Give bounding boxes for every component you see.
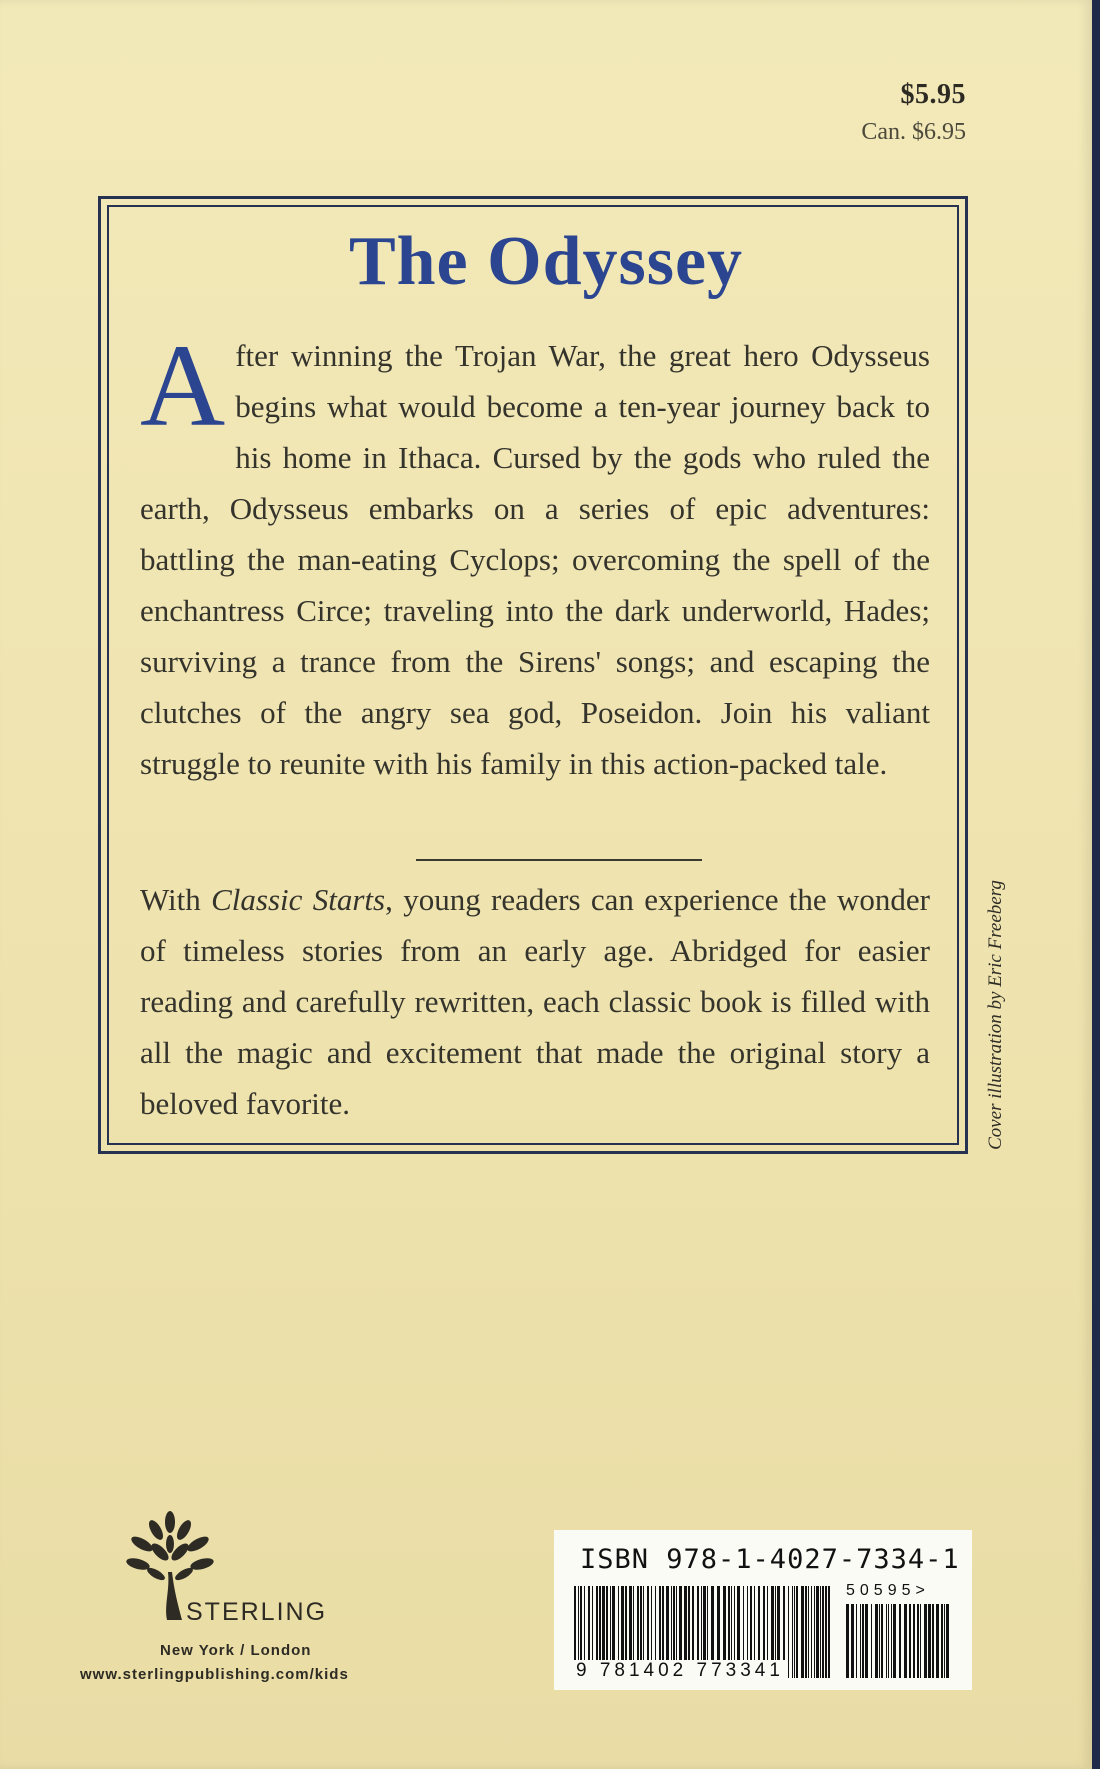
barcode-addon-digits: 50595>	[846, 1582, 930, 1599]
barcode-bar	[899, 1604, 901, 1678]
barcode-bar	[932, 1604, 934, 1678]
barcode-bar	[828, 1586, 830, 1678]
series-text: , young readers can experience the wonder of timeless stories from an early age. Abridged for easier reading and carefully rewritten, each classic book is filled with all the magic and excitement that made the original story a beloved favorite.	[140, 882, 930, 1121]
publisher-cities: New York / London	[160, 1642, 312, 1659]
barcode-bar	[881, 1604, 883, 1678]
barcode-digits: 9 781402 773341	[576, 1660, 784, 1681]
publisher-name: STERLING	[186, 1598, 328, 1626]
barcode-bar	[904, 1604, 907, 1678]
barcode-bar	[879, 1604, 880, 1678]
barcode-bar	[946, 1604, 949, 1678]
barcode-bar	[862, 1604, 864, 1678]
barcode-bar	[941, 1604, 943, 1678]
barcode-bar	[846, 1604, 849, 1678]
barcode-bar	[928, 1604, 931, 1678]
barcode-bar	[805, 1586, 807, 1678]
barcode-addon-icon	[844, 1604, 954, 1678]
book-title: The Odyssey	[348, 223, 744, 300]
barcode-bar	[788, 1586, 789, 1678]
barcode-bar	[851, 1604, 854, 1678]
barcode-bar	[794, 1586, 795, 1678]
barcode-bar	[856, 1604, 857, 1678]
barcode-bar	[909, 1604, 911, 1678]
barcode-bar	[860, 1604, 861, 1678]
price-us: $5.95	[900, 79, 966, 110]
series-name: Classic Starts	[211, 882, 386, 917]
barcode-bar	[865, 1604, 868, 1678]
barcode-label	[554, 1530, 972, 1690]
barcode-bar	[871, 1604, 872, 1678]
illustration-credit-text: Cover illustration by Eric Freeberg	[985, 880, 1006, 1150]
illustration-credit	[983, 872, 1009, 1162]
price-block	[861, 78, 966, 146]
divider-rule	[416, 859, 702, 861]
barcode-bar	[891, 1604, 892, 1678]
barcode-bar	[913, 1604, 915, 1678]
isbn-text: ISBN 978-1-4027-7334-1	[580, 1544, 960, 1575]
barcode-bar	[796, 1586, 798, 1678]
synopsis-paragraph	[140, 320, 930, 789]
barcode-bar	[924, 1604, 927, 1678]
barcode-bar	[792, 1586, 793, 1678]
barcode-bar	[888, 1604, 889, 1678]
barcode-bar	[814, 1586, 815, 1678]
barcode-bar	[920, 1604, 921, 1678]
barcode-bar	[822, 1586, 824, 1678]
barcode-bar	[944, 1604, 945, 1678]
barcode-bar	[801, 1586, 804, 1678]
drop-cap: A	[140, 320, 226, 451]
series-paragraph	[140, 874, 930, 1129]
series-prefix: With	[140, 882, 212, 917]
price-canada: Can. $6.95	[861, 118, 966, 145]
barcode-bar	[936, 1604, 939, 1678]
barcode-bar	[825, 1586, 827, 1678]
barcode-bar	[917, 1604, 919, 1678]
barcode-bar	[875, 1604, 878, 1678]
barcode-bar	[808, 1586, 809, 1678]
barcode-bar	[820, 1586, 821, 1678]
publisher-url: www.sterlingpublishing.com/kids	[80, 1666, 349, 1683]
barcode-bar	[893, 1604, 896, 1678]
synopsis-text: fter winning the Trojan War, the great hero Odysseus begins what would become a ten-year journey back to his home in Ithaca. Cursed by the gods who ruled the earth, Odysseus embarks on a series of epic adventures: battling the man-eating Cyclops; overcoming the spell of the enchantress Circe; traveling into the dark underworld, Hades; surviving a trance from the Sirens' songs; and escaping the clutches of the angry sea god, Poseidon. Join his valiant struggle to reunite with his family in this action-packed tale.	[140, 338, 930, 781]
barcode-bar	[886, 1604, 887, 1678]
barcode-bar	[811, 1586, 812, 1678]
barcode-bar	[816, 1586, 819, 1678]
